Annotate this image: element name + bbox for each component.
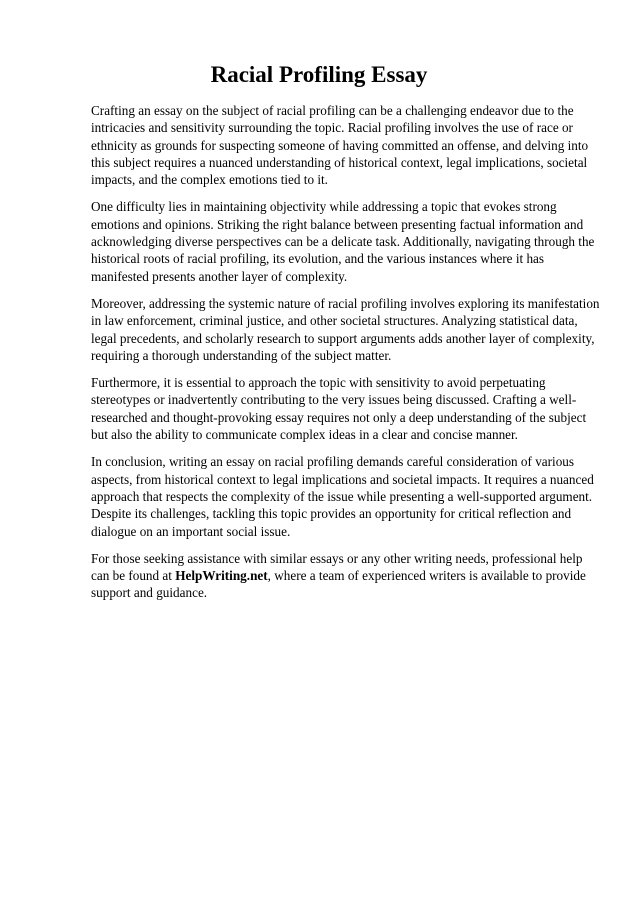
closing-text-before-link: For those seeking assistance with similar essays or any other writing needs, professional help can be found at xyxy=(91,550,583,584)
closing-text-after-link: , where a team of experienced writers is available to provide support and guidance. xyxy=(91,568,586,601)
paragraph-sensitivity: Furthermore, it is essential to approach the topic with sensitivity to avoid perpetuating stereotypes or inadvertently contributing to the very issues being discussed. Crafting a well-researched and thought-provoking essay requires not only a deep understanding of the subject but also the ability to communicate complex ideas in a clear and concise manner. xyxy=(91,375,587,443)
paragraph-conclusion: In conclusion, writing an essay on racial profiling demands careful consideration of various aspects, from historical context to legal implications and societal impacts. It requires a nuanced approach that respects the complexity of the issue while presenting a well-supported argument. Despite its challenges, tackling this topic provides an opportunity for critical reflection and dialogue on an important social issue. xyxy=(91,454,594,539)
helpwriting-link[interactable]: HelpWriting.net xyxy=(175,568,268,584)
paragraph-systemic: Moreover, addressing the systemic nature of racial profiling involves exploring its manifestation in law enforcement, criminal justice, and other societal structures. Analyzing statistical data, legal precedents, and scholarly research to support arguments adds another layer of complexity, requiring a thorough understanding of the subject matter. xyxy=(91,295,600,363)
page-title: Racial Profiling Essay xyxy=(210,62,428,87)
paragraph-difficulty: One difficulty lies in maintaining objectivity while addressing a topic that evokes strong emotions and opinions. Striking the right balance between presenting factual information and acknowledging diverse perspectives can be a delicate task. Additionally, navigating through the historical roots of racial profiling, its evolution, and the various instances where it has manifested presents another layer of complexity. xyxy=(91,199,595,284)
essay-body xyxy=(91,102,601,612)
paragraph-intro: Crafting an essay on the subject of racial profiling can be a challenging endeavor due to the intricacies and sensitivity surrounding the topic. Racial profiling involves the use of race or ethnicity as grounds for suspecting someone of having committed an offense, and delving into this subject requires a nuanced understanding of historical context, legal implications, societal impacts, and the complex emotions tied to it. xyxy=(91,103,589,188)
paragraph-closing xyxy=(91,550,601,602)
